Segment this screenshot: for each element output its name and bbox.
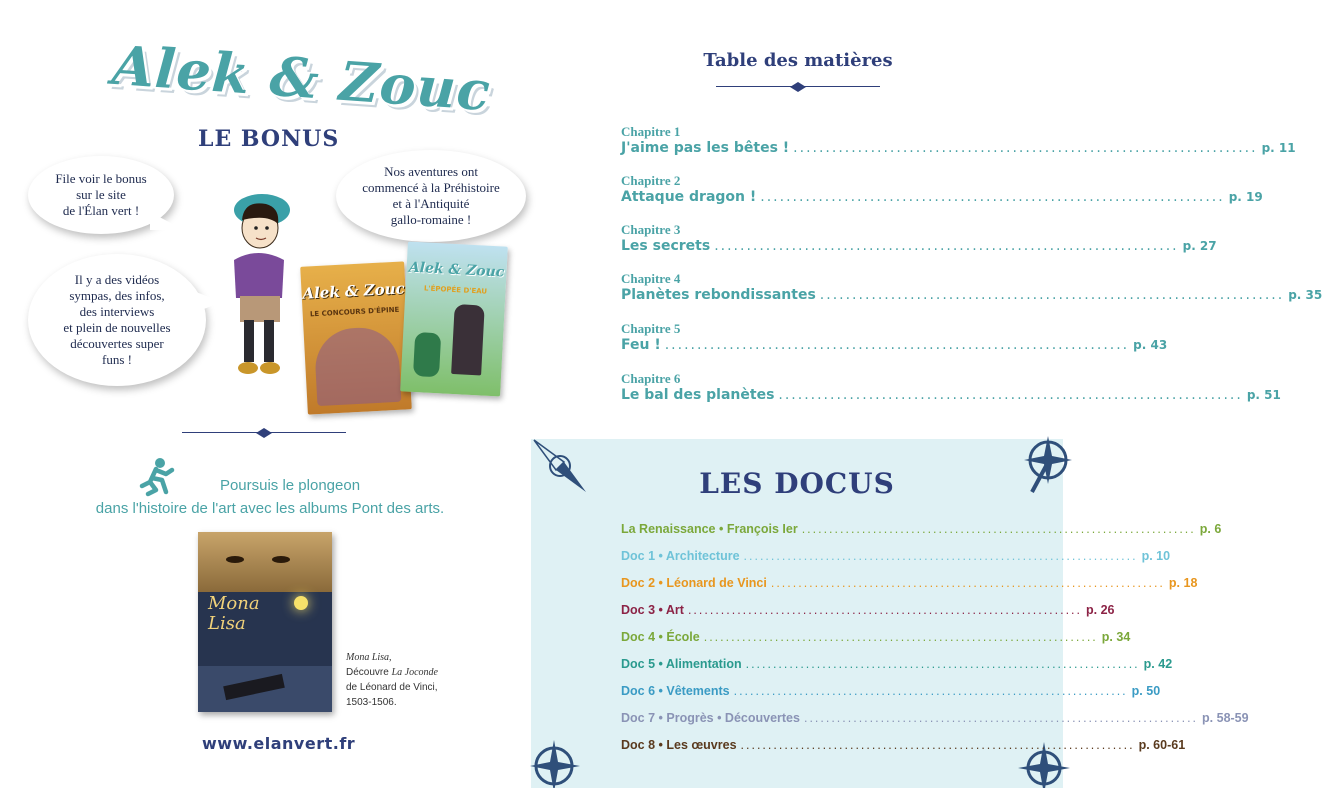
leader-dots: ........................................................................ (745, 657, 1140, 671)
series-logo: Alek & Zouc (110, 32, 493, 124)
chapter-label: Chapitre 1 (621, 124, 681, 139)
doc-name: Doc 8 • Les œuvres (621, 738, 737, 752)
chapter-page: p. 11 (1261, 141, 1296, 155)
kid-illustration (220, 180, 290, 390)
doc-name: Doc 2 • Léonard de Vinci (621, 576, 767, 590)
doc-page: p. 26 (1086, 603, 1115, 617)
chapter-label: Chapitre 6 (621, 371, 681, 386)
toc-divider (716, 80, 880, 94)
doc-entry[interactable] (621, 738, 1186, 765)
caption-line-3: de Léonard de Vinci, (346, 682, 438, 693)
bubble-text: File voir le bonus sur le site de l'Élan vert ! (55, 171, 147, 218)
chapter-page: p. 35 (1288, 288, 1322, 302)
doc-name: Doc 6 • Vêtements (621, 684, 730, 698)
chapter-page: p. 43 (1133, 338, 1168, 352)
doc-entry[interactable] (621, 603, 1115, 630)
caption-line-2-italic: La Joconde (391, 667, 438, 678)
doc-name: Doc 5 • Alimentation (621, 657, 742, 671)
chapter-page: p. 51 (1246, 388, 1281, 402)
cover-series-title: Alek & Zouc (301, 279, 406, 303)
leader-dots: ........................................................................ (687, 603, 1083, 617)
doc-page: p. 10 (1141, 549, 1171, 563)
toc-chapter (621, 173, 1263, 205)
doc-name: Doc 1 • Architecture (621, 549, 740, 563)
doc-page: p. 58-59 (1202, 711, 1249, 725)
mona-lisa-cover (198, 532, 332, 712)
toc-chapter (621, 124, 1296, 156)
book-cover-epopee (400, 241, 508, 396)
chapter-page: p. 19 (1228, 190, 1263, 204)
cover-subtitle: L'ÉPOPÉE D'EAU (423, 284, 488, 296)
publisher-url[interactable]: www.elanvert.fr (202, 734, 356, 753)
cover-series-title: Alek & Zouc (408, 259, 505, 281)
toc-title: Table des matières (703, 50, 893, 71)
doc-name: Doc 4 • École (621, 630, 700, 644)
doc-page: p. 42 (1143, 657, 1173, 671)
doc-entry[interactable] (621, 684, 1161, 711)
doc-page: p. 6 (1199, 522, 1222, 536)
caption-line-2: Découvre (346, 667, 392, 678)
doc-page: p. 18 (1168, 576, 1198, 590)
art-promo-line-1: Poursuis le plongeon (219, 477, 361, 494)
doc-entry[interactable] (621, 522, 1222, 549)
chapter-page: p. 27 (1182, 239, 1217, 253)
doc-page: p. 60-61 (1138, 738, 1186, 752)
leader-dots: ........................................................................ (793, 140, 1258, 156)
divider (182, 426, 346, 440)
leader-dots: ........................................................................ (740, 738, 1135, 752)
chapter-name: Le bal des planètes (621, 387, 775, 403)
chapter-label: Chapitre 3 (621, 222, 681, 237)
leader-dots: ........................................................................ (819, 287, 1285, 303)
doc-entry[interactable] (621, 549, 1171, 576)
bonus-title: LE BONUS (198, 126, 340, 152)
bubble-tail (316, 222, 342, 238)
doc-entry[interactable] (621, 576, 1198, 603)
chapter-name: Planètes rebondissantes (621, 287, 816, 303)
chapter-label: Chapitre 4 (621, 271, 681, 286)
doc-name: Doc 3 • Art (621, 603, 684, 617)
toc-chapter (621, 271, 1322, 303)
compass-rose-icon (1012, 436, 1063, 496)
bubble-text: Nos aventures ont commencé à la Préhistoire et à l'Antiquité gallo-romaine ! (362, 164, 500, 227)
chapter-entry[interactable] (621, 238, 1217, 254)
bubble-tail (150, 212, 184, 230)
bubble-tail (196, 292, 222, 312)
doc-page: p. 34 (1101, 630, 1131, 644)
cover-subtitle: LE CONCOURS D'ÉPINE (309, 305, 400, 319)
caption-line-4: 1503-1506. (346, 697, 397, 708)
doc-entry[interactable] (621, 630, 1131, 657)
bubble-text: Il y a des vidéos sympas, des infos, des interviews et plein de nouvelles découvertes super funs ! (63, 272, 171, 367)
book-cover-concours (300, 261, 412, 414)
leader-dots: ........................................................................ (743, 549, 1138, 563)
chapter-entry[interactable] (621, 140, 1296, 156)
chapter-name: Les secrets (621, 238, 711, 254)
docus-list (621, 522, 1249, 765)
chapter-entry[interactable] (621, 189, 1263, 205)
compass-rose-icon (530, 436, 590, 496)
chapter-name: Feu ! (621, 337, 661, 353)
leader-dots: ........................................................................ (760, 189, 1225, 205)
leader-dots: ........................................................................ (801, 522, 1196, 536)
toc-chapter (621, 222, 1217, 254)
leader-dots: ........................................................................ (770, 576, 1165, 590)
leader-dots: ........................................................................ (733, 684, 1128, 698)
doc-entry[interactable] (621, 657, 1173, 684)
docus-title: LES DOCUS (699, 467, 895, 500)
chapter-entry[interactable] (621, 387, 1281, 403)
doc-name: Doc 7 • Progrès • Découvertes (621, 711, 800, 725)
chapter-name: Attaque dragon ! (621, 189, 757, 205)
leader-dots: ........................................................................ (664, 337, 1130, 353)
chapter-entry[interactable] (621, 337, 1168, 353)
mona-lisa-cover-title: Mona Lisa (208, 593, 260, 634)
leader-dots: ........................................................................ (714, 238, 1179, 254)
leader-dots: ........................................................................ (703, 630, 1098, 644)
chapter-label: Chapitre 5 (621, 321, 681, 336)
chapter-name: J'aime pas les bêtes ! (621, 140, 790, 156)
doc-entry[interactable] (621, 711, 1249, 738)
doc-name: La Renaissance • François Ier (621, 522, 798, 536)
doc-page: p. 50 (1131, 684, 1161, 698)
speech-bubble-videos (28, 254, 206, 386)
mona-lisa-caption (346, 650, 438, 710)
speech-bubble-adventures (336, 150, 526, 242)
leader-dots: ........................................................................ (803, 711, 1199, 725)
caption-title: Mona Lisa, (346, 652, 392, 663)
leader-dots: ........................................................................ (778, 387, 1243, 403)
chapter-entry[interactable] (621, 287, 1322, 303)
toc-chapter (621, 371, 1281, 403)
art-promo-text (60, 474, 480, 520)
art-promo-line-2: dans l'histoire de l'art avec les albums Pont des arts. (95, 500, 445, 517)
chapter-label: Chapitre 2 (621, 173, 681, 188)
toc-chapter (621, 321, 1168, 353)
compass-rose-icon (530, 736, 582, 788)
